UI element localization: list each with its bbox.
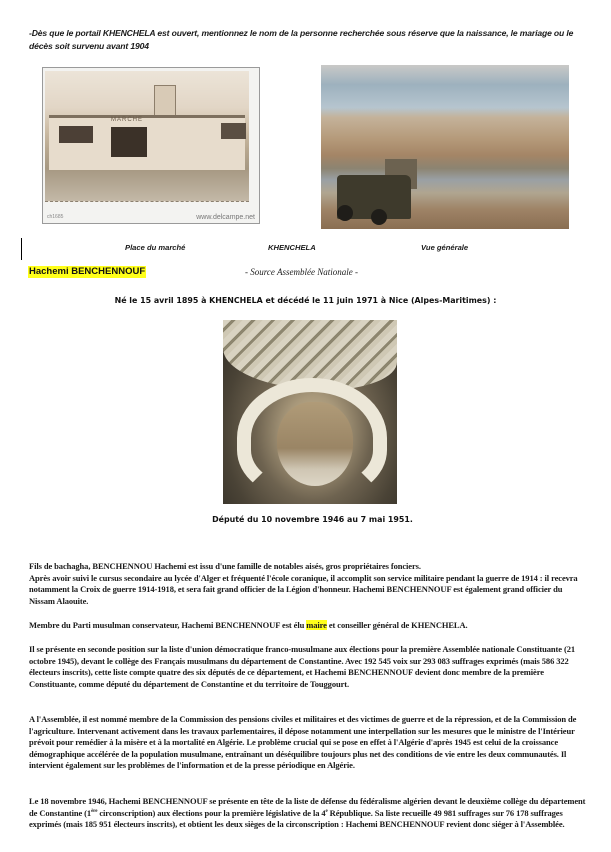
paragraph-legislative-text	[29, 796, 589, 831]
deputy-term: Député du 10 novembre 1946 au 7 mai 1951.	[212, 515, 413, 524]
market-tower	[154, 85, 176, 117]
market-entrance	[111, 127, 147, 157]
paragraph-mayor-text	[29, 620, 589, 632]
legislative-text-b: circonscription) aux élections pour la première législative de la 4	[97, 807, 326, 818]
intro-note: -Dès que le portail KHENCHELA est ouvert, mentionnez le nom de la personne recherchée sous réserve que la naissance, le mariage ou le décès soit survenu avant 1904	[29, 28, 574, 51]
superscript-ere: ère	[91, 808, 98, 814]
market-photo-image	[45, 71, 249, 202]
market-window-right	[221, 123, 246, 139]
market-photo-ref: ch1685	[47, 214, 64, 220]
paragraph-constituent-text: Il se présente en seconde position sur la liste d'union démocratique franco-musulmane aux élections pour la première Assemblée nationale Constituante (21 octobre 1945), devant le collège des Français musulmans du département de Constantine. Avec 192 545 voix sur 293 083 suffrages exprimés (mais 586 322 électeurs inscrits), cette liste compte quatre des six députés de ce département, et Hachemi BENCHENNOUF devient donc membre de la première Constituante, comme député du département de Constantine et du territoire de Touggourt.	[29, 644, 576, 689]
legislative-text-a: Le 18 novembre 1946, Hachemi BENCHENNOUF se présente en tête de la liste de défense du fédéralisme algérien devant le deuxième collège du département de Constantine (1	[29, 796, 586, 818]
paragraph-origins	[29, 561, 589, 607]
paragraph-assembly	[29, 714, 589, 772]
source-label: - Source Assemblée Nationale -	[245, 267, 358, 277]
paragraph-mayor	[29, 620, 589, 632]
market-photo-watermark: www.delcampe.net	[196, 214, 255, 221]
jeep-wheel	[371, 209, 387, 225]
paragraph-legislative	[29, 796, 589, 831]
person-name-highlight: Hachemi BENCHENNOUF	[29, 266, 146, 277]
caption-khenchela: KHENCHELA	[268, 243, 316, 252]
paragraph-family: Fils de bachagha, BENCHENNOU Hachemi est issu d'une famille de notables aisés, gros propriétaires fonciers.	[29, 561, 421, 571]
mayor-text-after: et conseiller général de KHENCHELA.	[326, 620, 468, 630]
market-photo	[42, 67, 260, 224]
general-view-photo	[321, 65, 569, 229]
market-sign: MARCHE	[111, 117, 144, 123]
birth-death-line: Né le 15 avril 1895 à KHENCHELA et décédé le 11 juin 1971 à Nice (Alpes-Maritimes) :	[114, 296, 497, 305]
superscript-e: e	[325, 808, 328, 814]
portrait-face	[277, 402, 353, 486]
paragraph-assembly-text: A l'Assemblée, il est nommé membre de la Commission des pensions civiles et militaires et des victimes de guerre et de la répression, et de la Commission de l'agriculture. Intervenant activement dans les travaux parlementaires, il dépose notamment une interpellation sur les mesures que le ministre de l'Intérieur prévoit pour remédier à la misère et à la mortalité en Algérie. Le problème crucial qui se pose en effet à l'Algérie d'après 1945 est celui de la croissance démographique accélérée de la population musulmane, entraînant un déséquilibre toujours plus net des conditions de vie entre les deux communautés. Il intervient également sur les problèmes de l'information et de la presse périodique en Algérie.	[29, 714, 577, 771]
paragraph-constituent	[29, 644, 589, 690]
paragraph-education: Après avoir suivi le cursus secondaire au lycée d'Alger et fréquenté l'école coranique, il accomplit son service militaire pendant la guerre de 1914 : il recevra notamment la Croix de guerre 1914-1918, et sera fait grand officier de la Légion d'honneur. Hachemi BENCHENNOUF est également grand officier du Nissam Alaouite.	[29, 572, 578, 606]
portrait-photo	[223, 320, 397, 504]
text-cursor	[21, 238, 22, 260]
market-window-left	[59, 126, 93, 143]
caption-general-view: Vue générale	[421, 243, 469, 252]
caption-market: Place du marché	[125, 243, 186, 252]
mayor-highlight: maire	[306, 620, 327, 630]
mayor-text-before: Membre du Parti musulman conservateur, Hachemi BENCHENNOUF est élu	[29, 620, 307, 630]
legislative-text-c: République. Sa liste recueille 49 981 suffrages sur 76 178 suffrages exprimés (mais 185 951 électeurs inscrits), et obtient les deux sièges de la circonscription : Hachemi BENCHENNOUF revient donc siéger à l'Assemblée.	[29, 807, 565, 830]
jeep-wheel	[337, 205, 353, 221]
